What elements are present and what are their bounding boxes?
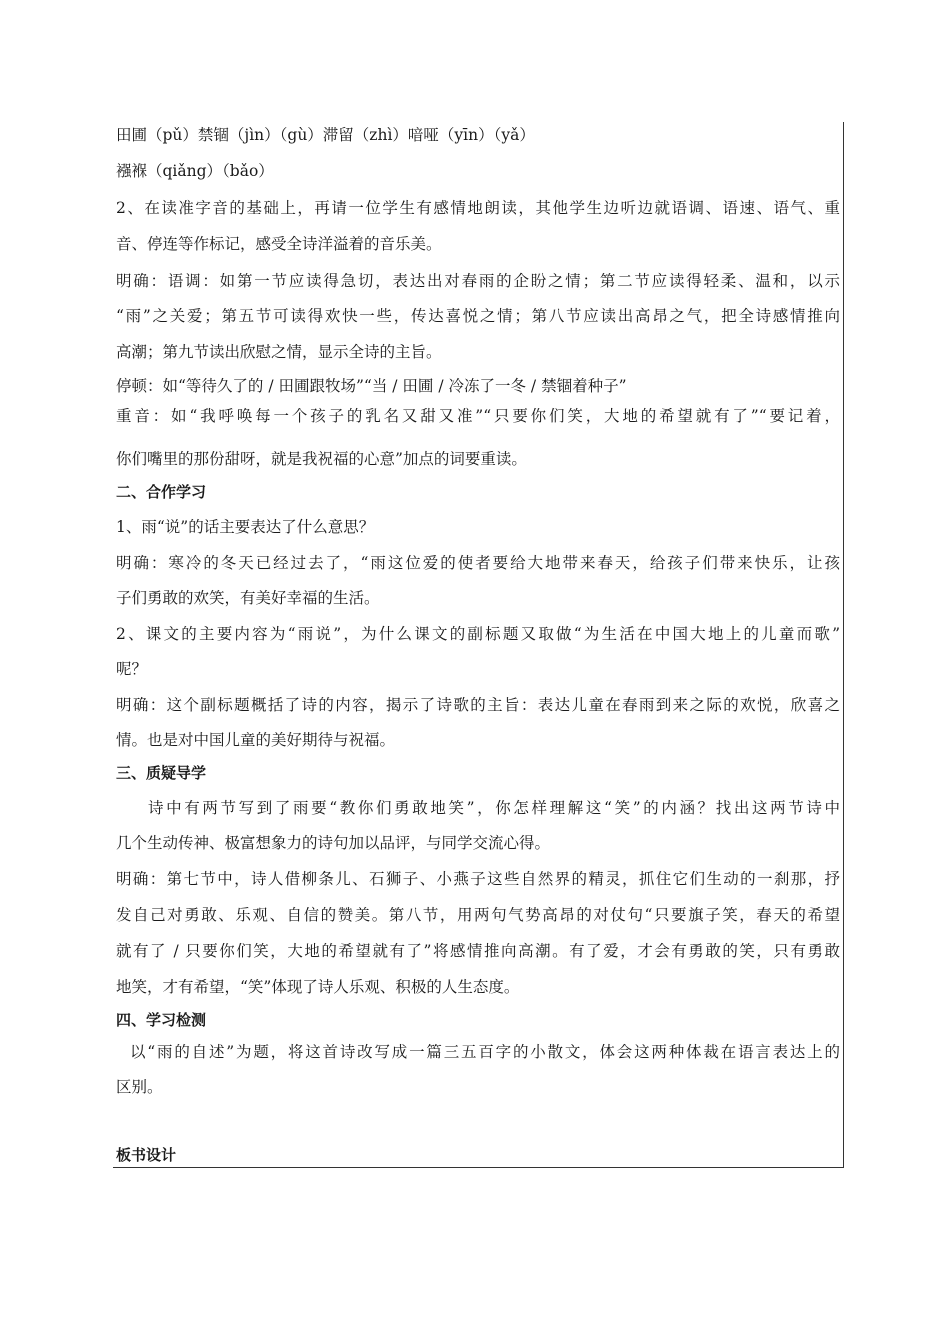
question-line: 2、课文的主要内容为“雨说”，为什么课文的副标题又取做“为生活在中国大地上的儿童而歌” (116, 625, 840, 643)
paragraph-line: 高潮；第九节读出欣慰之情，显示全诗的主旨。 (116, 343, 442, 361)
paragraph-line: 明确：这个副标题概括了诗的内容，揭示了诗歌的主旨：表达儿童在春雨到来之际的欢悦，欣喜之 (116, 696, 840, 714)
paragraph-line: 你们嘴里的那份甜呀，就是我祝福的心意”加点的词要重读。 (116, 450, 527, 468)
paragraph-line: 停顿：如“等待久了的 / 田圃跟牧场”“当 / 田圃 / 冷冻了一冬 / 禁锢着种子” (116, 377, 627, 395)
paragraph-line: 2、在读准字音的基础上，再请一位学生有感情地朗读，其他学生边听边就语调、语速、语气、重 (116, 199, 840, 217)
paragraph-line: 音、停连等作标记，感受全诗洋溢着的音乐美。 (116, 235, 442, 253)
paragraph-line: 几个生动传神、极富想象力的诗句加以品评，与同学交流心得。 (116, 834, 551, 852)
table-right-border (843, 122, 844, 1168)
paragraph-line: 就有了 / 只要你们笑，大地的希望就有了”将感情推向高潮。有了爱，才会有勇敢的笑，只有勇敢 (116, 942, 840, 960)
paragraph-line: 以“雨的自述”为题，将这首诗改写成一篇三五百字的小散文，体会这两种体裁在语言表达上的 (130, 1043, 840, 1061)
paragraph-line: 区别。 (116, 1078, 163, 1096)
paragraph-line: 子们勇敢的欢笑，有美好幸福的生活。 (116, 589, 380, 607)
paragraph-line: 地笑，才有希望，“笑”体现了诗人乐观、积极的人生态度。 (116, 978, 520, 996)
section-heading-board-design: 板书设计 (116, 1146, 177, 1164)
paragraph-line: 发自己对勇敢、乐观、自信的赞美。第八节，用两句气势高昂的对仗句“只要旗子笑，春天的希望 (116, 906, 840, 924)
question-line: 1、雨“说”的话主要表达了什么意思？ (116, 518, 375, 536)
section-heading-assessment: 四、学习检测 (116, 1011, 207, 1029)
paragraph-line: “雨”之关爱；第五节可读得欢快一些，传达喜悦之情；第八节应读出高昂之气，把全诗感情推向 (116, 307, 840, 325)
table-bottom-border (113, 1167, 844, 1168)
section-heading-cooperative: 二、合作学习 (116, 483, 207, 501)
paragraph-line: 诗中有两节写到了雨要“教你们勇敢地笑”，你怎样理解这“笑”的内涵？找出这两节诗中 (148, 799, 840, 817)
paragraph-line: 明确：第七节中，诗人借柳条儿、石狮子、小燕子这些自然界的精灵，抓住它们生动的一刹那，抒 (116, 870, 840, 888)
paragraph-line: 重音：如“我呼唤每一个孩子的乳名又甜又准”“只要你们笑，大地的希望就有了”“要记着， (116, 407, 840, 425)
pinyin-line-2: 襁褓（qiǎng）（bǎo） (116, 162, 274, 180)
paragraph-line: 情。也是对中国儿童的美好期待与祝福。 (116, 731, 396, 749)
pinyin-line-1: 田圃（pǔ）禁锢（jìn）（gù）滞留（zhì）喑哑（yīn）（yǎ） (116, 126, 535, 144)
paragraph-line: 呢？ (116, 660, 148, 678)
paragraph-line: 明确：寒冷的冬天已经过去了，“雨这位爱的使者要给大地带来春天，给孩子们带来快乐，让孩 (116, 554, 840, 572)
paragraph-line: 明确：语调：如第一节应读得急切，表达出对春雨的企盼之情；第二节应读得轻柔、温和，以示 (116, 272, 840, 290)
section-heading-questioning: 三、质疑导学 (116, 764, 207, 782)
